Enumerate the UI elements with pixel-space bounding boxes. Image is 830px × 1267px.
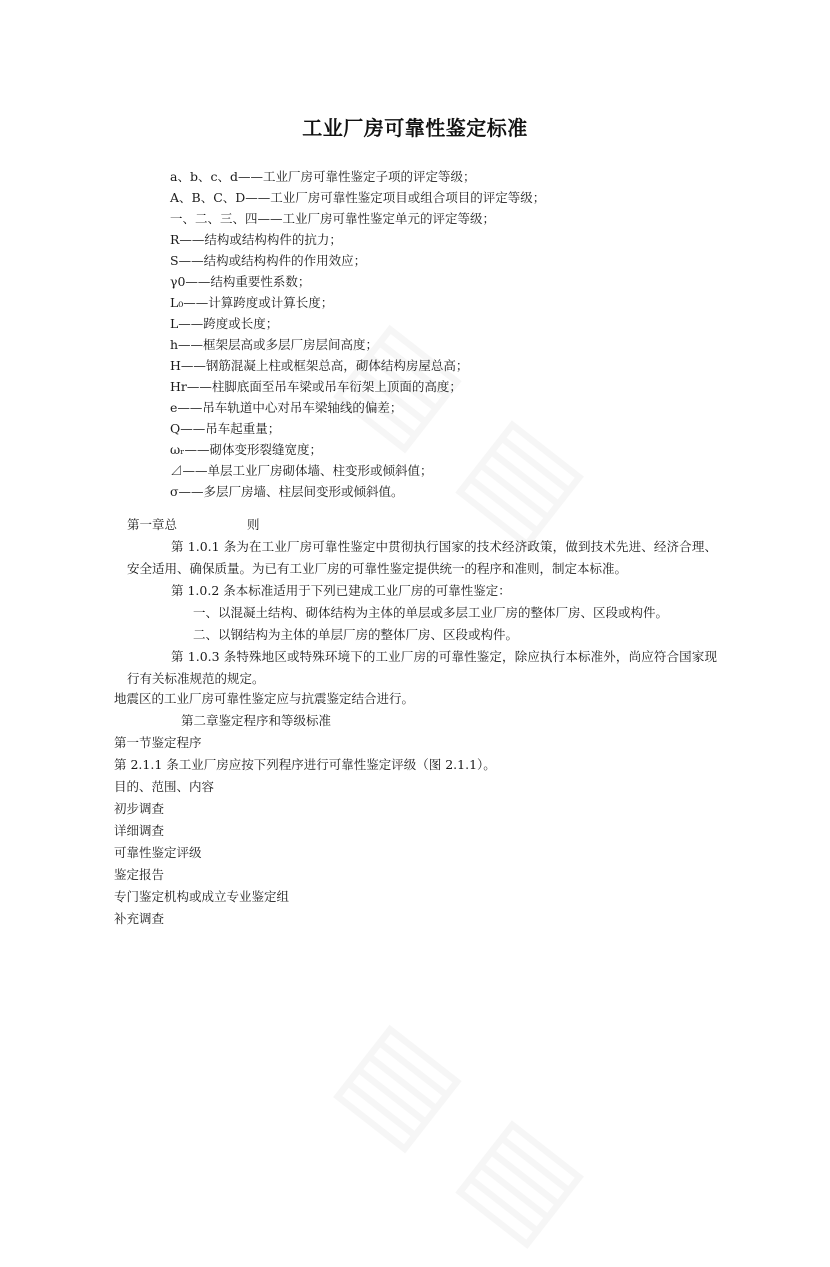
- symbol-item: a、b、c、d——工业厂房可靠性鉴定子项的评定等级；: [170, 169, 476, 184]
- symbol-item: A、B、C、D——工业厂房可靠性鉴定项目或组合项目的评定等级；: [170, 190, 546, 205]
- procedure-step: 详细调查: [114, 823, 165, 838]
- symbol-item: e——吊车轨道中心对吊车梁轴线的偏差；: [170, 400, 403, 415]
- article-1-0-2: 第 1.0.2 条本标准适用于下列已建成工业厂房的可靠性鉴定：: [171, 583, 511, 598]
- symbol-item: Q——吊车起重量；: [170, 421, 281, 436]
- symbol-item: L₀——计算跨度或计算长度；: [170, 295, 334, 310]
- article-1-0-2-item: 一、以混凝土结构、砌体结构为主体的单层或多层工业厂房的整体厂房、区段或构件。: [193, 605, 669, 620]
- symbol-item: h——框架层高或多层厂房层间高度；: [170, 337, 379, 352]
- seismic-note: 地震区的工业厂房可靠性鉴定应与抗震鉴定结合进行。: [114, 691, 415, 706]
- document-title: 工业厂房可靠性鉴定标准: [302, 116, 528, 140]
- chapter1-body: [127, 514, 717, 690]
- symbol-item: ωᵣ——砌体变形裂缝宽度；: [170, 442, 323, 457]
- article-1-0-1: 第 1.0.1 条为在工业厂房可靠性鉴定中贯彻执行国家的技术经济政策，做到技术先进、经济合理、安全适用、确保质量。为已有工业厂房的可靠性鉴定提供统一的程序和准则，制定本标准。: [127, 539, 717, 576]
- symbol-item: S——结构或结构构件的作用效应；: [170, 253, 367, 268]
- chapter2-heading: 第二章鉴定程序和等级标准: [181, 713, 332, 728]
- symbol-item: R——结构或结构构件的抗力；: [170, 232, 342, 247]
- section1-heading: 第一节鉴定程序: [114, 735, 202, 750]
- article-1-0-3: 第 1.0.3 条特殊地区或特殊环境下的工业厂房的可靠性鉴定，除应执行本标准外，尚应符合国家现行有关标准规范的规定。: [127, 649, 717, 686]
- procedure-step: 鉴定报告: [114, 867, 165, 882]
- symbol-item: H——钢筋混凝上柱或框架总高，砌体结构房屋总高；: [170, 358, 469, 373]
- chapter2-body: [114, 688, 714, 930]
- symbol-list: [170, 166, 690, 502]
- procedure-step: 补充调查: [114, 911, 165, 926]
- procedure-step: 可靠性鉴定评级: [114, 845, 202, 860]
- chapter1-label-a: 第一章总: [127, 517, 178, 532]
- procedure-step: 目的、范围、内容: [114, 779, 215, 794]
- procedure-step: 专门鉴定机构或成立专业鉴定组: [114, 889, 290, 904]
- procedure-step: 初步调查: [114, 801, 165, 816]
- chapter1-heading: [127, 514, 717, 536]
- symbol-item: 一、二、三、四——工业厂房可靠性鉴定单元的评定等级；: [170, 211, 496, 226]
- symbol-item: σ——多层厂房墙、柱层间变形或倾斜值。: [170, 484, 404, 499]
- article-2-1-1: 第 2.1.1 条工业厂房应按下列程序进行可靠性鉴定评级（图 2.1.1）。: [114, 757, 496, 772]
- symbol-item: L——跨度或长度；: [170, 316, 279, 331]
- symbol-item: ⊿——单层工业厂房砌体墙、柱变形或倾斜值；: [170, 463, 433, 478]
- symbol-item: γ0——结构重要性系数；: [170, 274, 311, 289]
- article-1-0-2-item: 二、以钢结构为主体的单层厂房的整体厂房、区段或构件。: [193, 627, 519, 642]
- chapter1-label-b: 则: [247, 517, 260, 532]
- watermark-bottom: [316, 992, 613, 1267]
- symbol-item: Hr——柱脚底面至吊车梁或吊车衍架上顶面的高度；: [170, 379, 462, 394]
